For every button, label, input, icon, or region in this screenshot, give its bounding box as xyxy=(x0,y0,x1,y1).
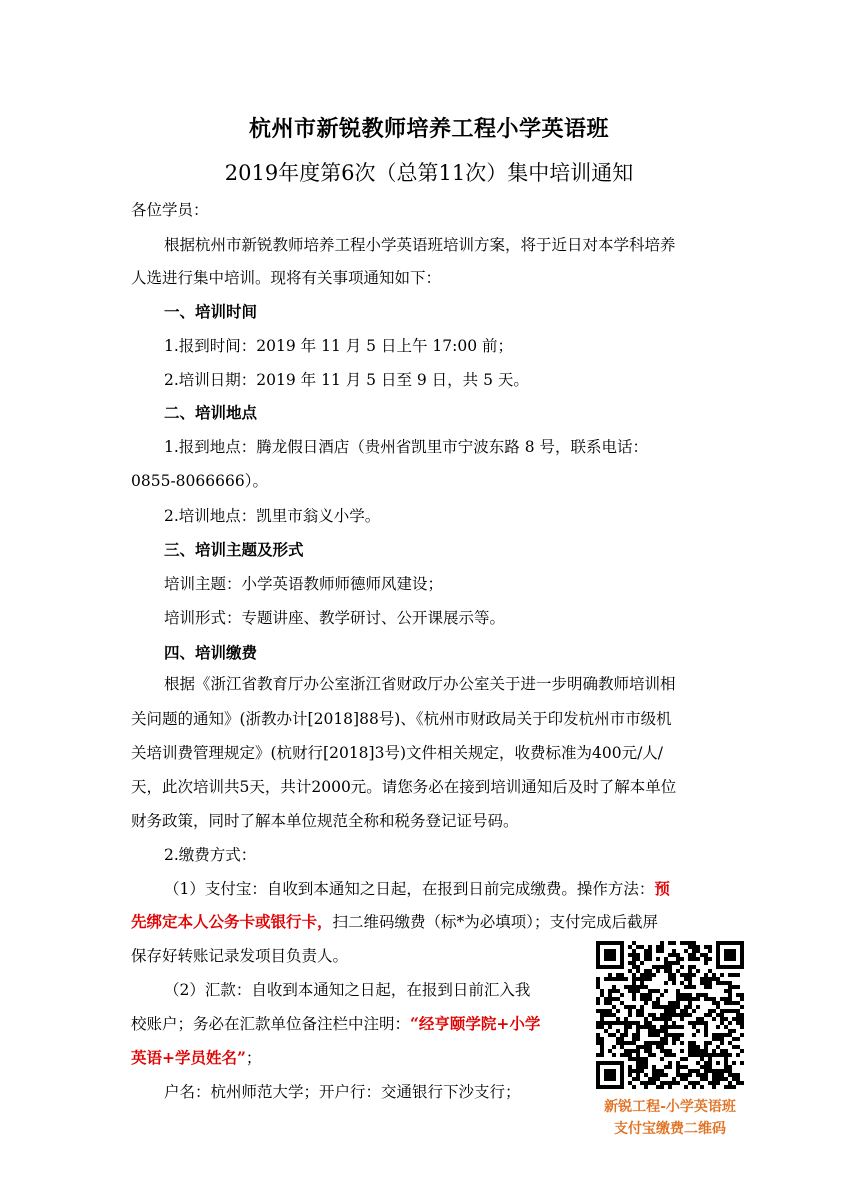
section-4-para-line-3: 关培训费管理规定》(杭财行[2018]3号)文件相关规定，收费标准为400元/人/ xyxy=(131,744,664,762)
section-1-item-2: 2.培训日期：2019 年 11 月 5 日至 9 日，共 5 天。 xyxy=(164,371,529,389)
alipay-line-1-text: （1）支付宝：自收到本通知之日起，在报到日前完成缴费。操作方法： xyxy=(164,880,655,898)
remittance-line-3-red: 英语+学员姓名” xyxy=(131,1048,246,1067)
section-2-item-1-b: 0855-8066666）。 xyxy=(131,472,268,490)
section-4-para-line-1: 根据《浙江省教育厅办公室浙江省财政厅办公室关于进一步明确教师培训相 xyxy=(164,675,676,693)
qr-caption-line-1: 新锐工程-小学英语班 xyxy=(604,1099,736,1115)
section-1-heading: 一、培训时间 xyxy=(164,302,258,321)
payment-methods-heading: 2.缴费方式： xyxy=(164,846,257,864)
section-3-form: 培训形式：专题讲座、教学研讨、公开课展示等。 xyxy=(164,609,506,627)
intro-line-1: 根据杭州市新锐教师培养工程小学英语班培训方案，将于近日对本学科培养 xyxy=(164,236,676,254)
remittance-line-3 xyxy=(131,1047,261,1069)
greeting: 各位学员： xyxy=(131,201,209,219)
alipay-line-1 xyxy=(164,878,670,900)
section-2-item-2: 2.培训地点：凯里市翁义小学。 xyxy=(164,507,381,525)
alipay-line-3: 保存好转账记录发项目负责人。 xyxy=(131,947,349,965)
remittance-line-3-text: ； xyxy=(245,1049,262,1067)
remittance-line-2 xyxy=(131,1013,540,1035)
section-4-heading: 四、培训缴费 xyxy=(164,643,258,662)
alipay-line-2-text: 扫二维码缴费（标*为必填项）；支付完成后截屏 xyxy=(332,913,659,931)
qr-caption-line-2: 支付宝缴费二维码 xyxy=(614,1121,726,1137)
document-title: 杭州市新锐教师培养工程小学英语班 xyxy=(248,116,609,142)
alipay-line-2 xyxy=(131,911,658,933)
section-4-para-line-5: 财务政策，同时了解本单位规范全称和税务登记证号码。 xyxy=(131,812,519,830)
account-info-line: 户名：杭州师范大学；开户行：交通银行下沙支行； xyxy=(164,1083,521,1101)
remittance-line-1: （2）汇款：自收到本通知之日起，在报到日前汇入我 xyxy=(164,981,531,999)
remittance-line-2-text: 校账户；务必在汇款单位备注栏中注明： xyxy=(131,1015,411,1033)
section-1-item-1: 1.报到时间：2019 年 11 月 5 日上午 17:00 前； xyxy=(164,337,513,355)
document-subtitle: 2019年度第6次（总第11次）集中培训通知 xyxy=(224,161,634,185)
alipay-line-2-red: 先绑定本人公务卡或银行卡， xyxy=(131,912,333,931)
alipay-line-1-red: 预 xyxy=(654,879,670,898)
section-2-heading: 二、培训地点 xyxy=(164,403,258,422)
qr-code-icon xyxy=(596,941,744,1089)
section-4-para-line-2: 关问题的通知》(浙教办计[2018]88号)、《杭州市财政局关于印发杭州市市级机 xyxy=(131,710,672,728)
remittance-line-2-red: “经亨颐学院+小学 xyxy=(410,1014,541,1033)
intro-line-2: 人选进行集中培训。现将有关事项通知如下： xyxy=(131,269,442,287)
section-2-item-1-a: 1.报到地点：腾龙假日酒店（贵州省凯里市宁波东路 8 号，联系电话： xyxy=(164,438,649,456)
section-3-heading: 三、培训主题及形式 xyxy=(164,540,304,559)
section-3-topic: 培训主题：小学英语教师师德师风建设； xyxy=(164,575,444,593)
section-4-para-line-4: 天，此次培训共5天，共计2000元。请您务必在接到培训通知后及时了解本单位 xyxy=(131,778,677,796)
